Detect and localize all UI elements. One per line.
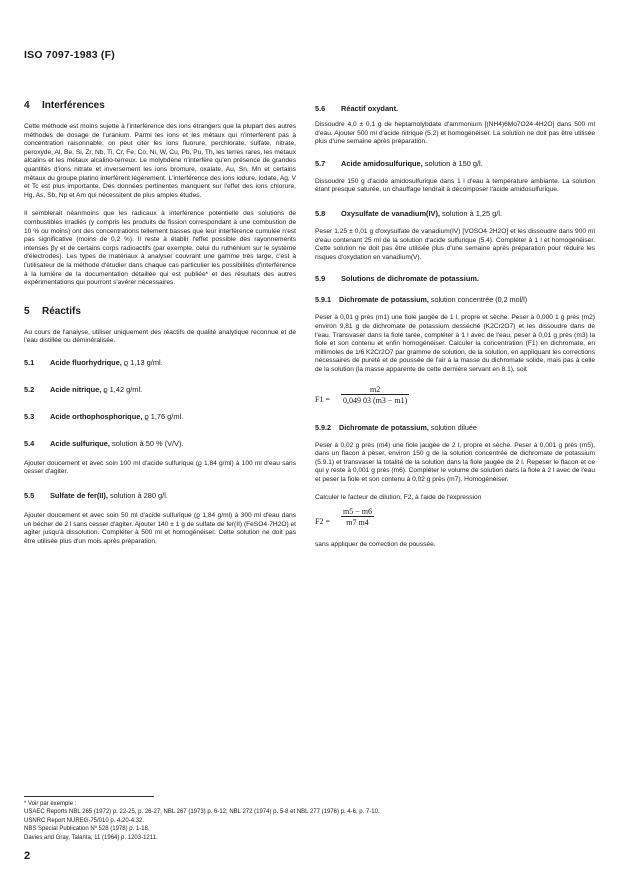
subsection-detail: solution à 50 % (V/V).	[109, 438, 184, 448]
subsection-title: Acide nitrique,	[50, 384, 102, 394]
subsection-5-2	[24, 385, 296, 394]
section-4-heading	[24, 100, 296, 111]
formula-fraction	[341, 507, 374, 527]
subsection-title: Acide sulfurique,	[50, 438, 110, 448]
subsection-5-7-paragraph: Dissoudre 150 g d'acide amidosulfurique dans 1 l d'eau à température ambiante. La solution étant presque saturée, un chauffage tendrait à décomposer l'acide amidosulfurique.	[315, 177, 595, 194]
subsection-5-9-2	[315, 423, 595, 432]
section-4-paragraph-2: Il semblerait néanmoins que les radicaux à interférence potentielle des solutions de combustibles irradiés (y compris les produits de fission correspondant à une combustion de 10 % ou moins) ont des concentrations tellement basses que leur interférence cumulée n'est pas significative (moins de 0,2 %). Il reste à établir l'effet possible des rayonnements intenses βγ et de certains corps radioactifs (par exemple, celui du ruthénium sur le système d'électrodes). Les types de matériaux à analyser couvrant une gamme très large, c'est à l'utilisateur de la méthode d'étudier dans chaque cas particulier les possibilités d'interférence à la lumière de la documentation détaillée qui est publiée* et des résultats des autres expérimentations qui pourront s'avérer nécessaires.	[24, 210, 296, 287]
formula-f2	[315, 507, 595, 541]
subsection-detail: solution à 280 g/l.	[107, 491, 168, 501]
subsection-5-9-2-paragraph-3: sans appliquer de correction de poussée.	[315, 541, 436, 549]
subsection-number: 5.1	[24, 357, 35, 367]
subsection-5-9-1	[315, 295, 595, 304]
footnotes	[24, 796, 584, 842]
subsection-5-5-paragraph: Ajouter doucement et avec soin 50 ml d'acide sulfurique (ϱ 1,84 g/ml) à 300 ml d'eau dans un bécher de 2 l sans cesser d'agiter. Ajouter 140 ± 1 g de sulfate de fer(II) (FeSO4·7H2O) et agiter jusqu'à dissolution. Compléter à 500 ml et homogénéiser. Cette solution ne doit pas être utilisée plus d'un mois après préparation.	[24, 512, 296, 545]
subsection-detail: ϱ 1,42 g/ml.	[101, 384, 143, 394]
subsection-detail: solution diluée	[428, 422, 477, 432]
section-5-paragraph: Au cours de l'analyse, utiliser uniquement des réactifs de qualité analytique reconnue et de l'eau distillée ou déminéralisée.	[24, 328, 296, 345]
footnote-line: * Voir par exemple :	[24, 801, 77, 807]
subsection-title: Acide fluorhydrique,	[50, 357, 122, 367]
right-column	[315, 100, 595, 550]
subsection-number: 5.9.2	[315, 422, 331, 432]
subsection-detail: solution concentrée (0,2 mol/l)	[428, 295, 528, 305]
formula-numerator: m5 − m6	[343, 507, 372, 517]
formula-f1	[315, 385, 595, 419]
subsection-number: 5.8	[315, 208, 326, 218]
subsection-detail: ϱ 1,13 g/ml.	[121, 357, 163, 367]
subsection-5-1	[24, 358, 296, 367]
formula-numerator: m2	[370, 384, 381, 394]
subsection-detail: solution à 150 g/l.	[422, 158, 483, 168]
footnote-line: USNRC Report NUREG-75/010 p. 4.20-4.32.	[24, 817, 145, 824]
subsection-title: Acide amidosulfurique,	[341, 158, 423, 168]
formula-lhs: F2 =	[315, 517, 330, 527]
formula-lhs: F1 =	[315, 394, 330, 404]
subsection-5-9-2-paragraph-2: Calculer le facteur de dilution, F2, à l'aide de l'expression	[315, 494, 482, 502]
subsection-5-8-paragraph: Peser 1,25 ± 0,01 g d'oxysulfate de vanadium(IV) [VOSO4·2H2O] et les dissoudre dans 900 ml d'eau contenant 25 ml de la solution d'acide sulfurique (5.4). Compléter à 1 l et homogénéiser. Cette solution ne doit pas être utilisée plus d'une semaine après préparation pour réduire les risques d'oxydation en vanadium(V).	[315, 227, 595, 261]
subsection-5-3	[24, 412, 296, 421]
footnote-line: NBS Special Publication Nº 528 (1978) p. 1-18.	[24, 826, 150, 833]
subsection-title: Solutions de dichromate de potassium.	[341, 274, 479, 284]
subsection-5-9	[315, 274, 595, 283]
subsection-5-5	[24, 491, 296, 500]
subsection-number: 5.9.1	[315, 295, 331, 305]
page-number: 2	[24, 850, 31, 862]
section-title: Réactifs	[42, 305, 81, 317]
section-title: Interférences	[42, 100, 105, 111]
section-number: 5	[24, 305, 30, 317]
footnote-line: USAEC Reports NBL 265 (1972) p. 22-25, p. 26-27; NBL 267 (1973) p. 6-12; NBL 272 (1974) p. 5-8 et NBL 277 (1976) p. 4-6, p. 7-10.	[24, 809, 380, 816]
subsection-detail: solution à 1,25 g/l.	[439, 208, 503, 218]
subsection-5-6-paragraph: Dissoudre 4,0 ± 0,1 g de heptamolybdate d'ammonium [(NH4)6Mo7O24·4H2O] dans 500 ml d'eau. Ajouter 500 ml d'acide nitrique (5.2) et homogénéiser. La solution ne doit pas être utilisée plus d'une semaine après préparation.	[315, 121, 595, 146]
subsection-number: 5.9	[315, 274, 326, 284]
section-5-heading	[24, 306, 296, 317]
subsection-detail: ϱ 1,76 g/ml.	[142, 411, 184, 421]
document-header: ISO 7097-1983 (F)	[24, 49, 115, 61]
subsection-5-4-paragraph: Ajouter doucement et avec soin 100 ml d'acide sulfurique (ϱ 1,84 g/ml) à 100 ml d'eau sans cesser d'agiter.	[24, 459, 296, 476]
subsection-number: 5.3	[24, 411, 35, 421]
subsection-title: Oxysulfate de vanadium(IV),	[341, 208, 440, 218]
subsection-number: 5.7	[315, 158, 326, 168]
subsection-5-7	[315, 159, 595, 168]
subsection-number: 5.5	[24, 491, 35, 501]
footnote-line: Davies and Gray, Talanta, 11 (1964) p. 1203-1211.	[24, 834, 158, 841]
subsection-title: Dichromate de potassium,	[339, 422, 429, 432]
footnote-divider	[24, 796, 154, 797]
subsection-number: 5.4	[24, 438, 35, 448]
subsection-title: Sulfate de fer(II),	[50, 491, 108, 501]
formula-denominator: 0,049 03 (m3 − m1)	[343, 395, 408, 405]
subsection-number: 5.2	[24, 384, 35, 394]
subsection-title: Acide orthophosphorique,	[50, 411, 143, 421]
left-column	[24, 100, 296, 546]
subsection-title: Dichromate de potassium,	[339, 295, 429, 305]
subsection-5-9-2-paragraph: Peser à 0,02 g près (m4) une fiole jaugée de 2 l, propre et sèche. Peser à 0,001 g près (m5), dans un flacon à peser, environ 150 g de la solution concentrée de dichromate de potassium (5.9.1) et transvaser la totalité de la solution dans la fiole jaugée de 2 l. Repeser le flacon et ce qui y reste à 0,001 g près (m6). Compléter le volume de solution dans la fiole à 2 l avec de l'eau et peser la fiole et son contenu à 0,02 g près (m7). Homogénéiser.	[315, 441, 595, 483]
subsection-5-9-1-paragraph: Peser à 0,01 g près (m1) une fiole jaugée de 1 l, propre et sèche. Peser à 0,000 1 g près (m2) environ 9,81 g de dichromate de potassium desséché (K2Cr2O7) et les dissoudre dans de l'eau. Transvaser dans la fiole tarée, compléter à 1 l avec de l'eau, peser à 0,01 g près (m3) la fiole et son contenu et enfin homogénéiser. Calculer la concentration (F1) en dichromate, en millimoles de 1/6 K2Cr2O7 par gramme de solution, de la solution, en appliquant les corrections nécessaires de pureté et de poussée de l'air à la masse du dichromate solide, mais pas à celle de la solution (la masse apparente de cette dernière servant en 8.1), soit	[315, 314, 595, 373]
formula-denominator: m7 m4	[341, 516, 374, 527]
section-number: 4	[24, 100, 30, 111]
formula-fraction	[341, 385, 409, 405]
subsection-5-6	[315, 104, 595, 113]
subsection-number: 5.6	[315, 104, 326, 113]
subsection-5-8	[315, 209, 595, 218]
subsection-5-4	[24, 439, 296, 448]
section-4-paragraph-1: Cette méthode est moins sujette à l'interférence des ions étrangers que la plupart des autres méthodes de dosage de l'uranium. Parmi les ions et les métaux qui n'interfèrent pas à concentration raisonnable, on peut citer les ions fluorure, perchlorate, sulfate, nitrate, peroxyde, Al, Be, Si, Zr, Nb, Ti, Cr, Fe, Co, Ni, W, Cu, Pb, Pu, Th, les terres rares, les métaux alcalins et les métaux alcalino-terreux. Le molybdène n'interfère qu'en présence de grandes quantités d'ions nitrate et inversement les ions bromure, oxalate, Au, Sn, Mn et certains métaux du groupe platino interfèrent légèrement. L'interférence des ions iodure, iodate, Ag, V et Tc est plus importante. Des données pertinentes manquent sur l'effet des ions chlorure, Hg, As, Sb, Np et Am qui nécessitent de plus amples études.	[24, 123, 296, 199]
subsection-title: Réactif oxydant.	[341, 104, 399, 113]
